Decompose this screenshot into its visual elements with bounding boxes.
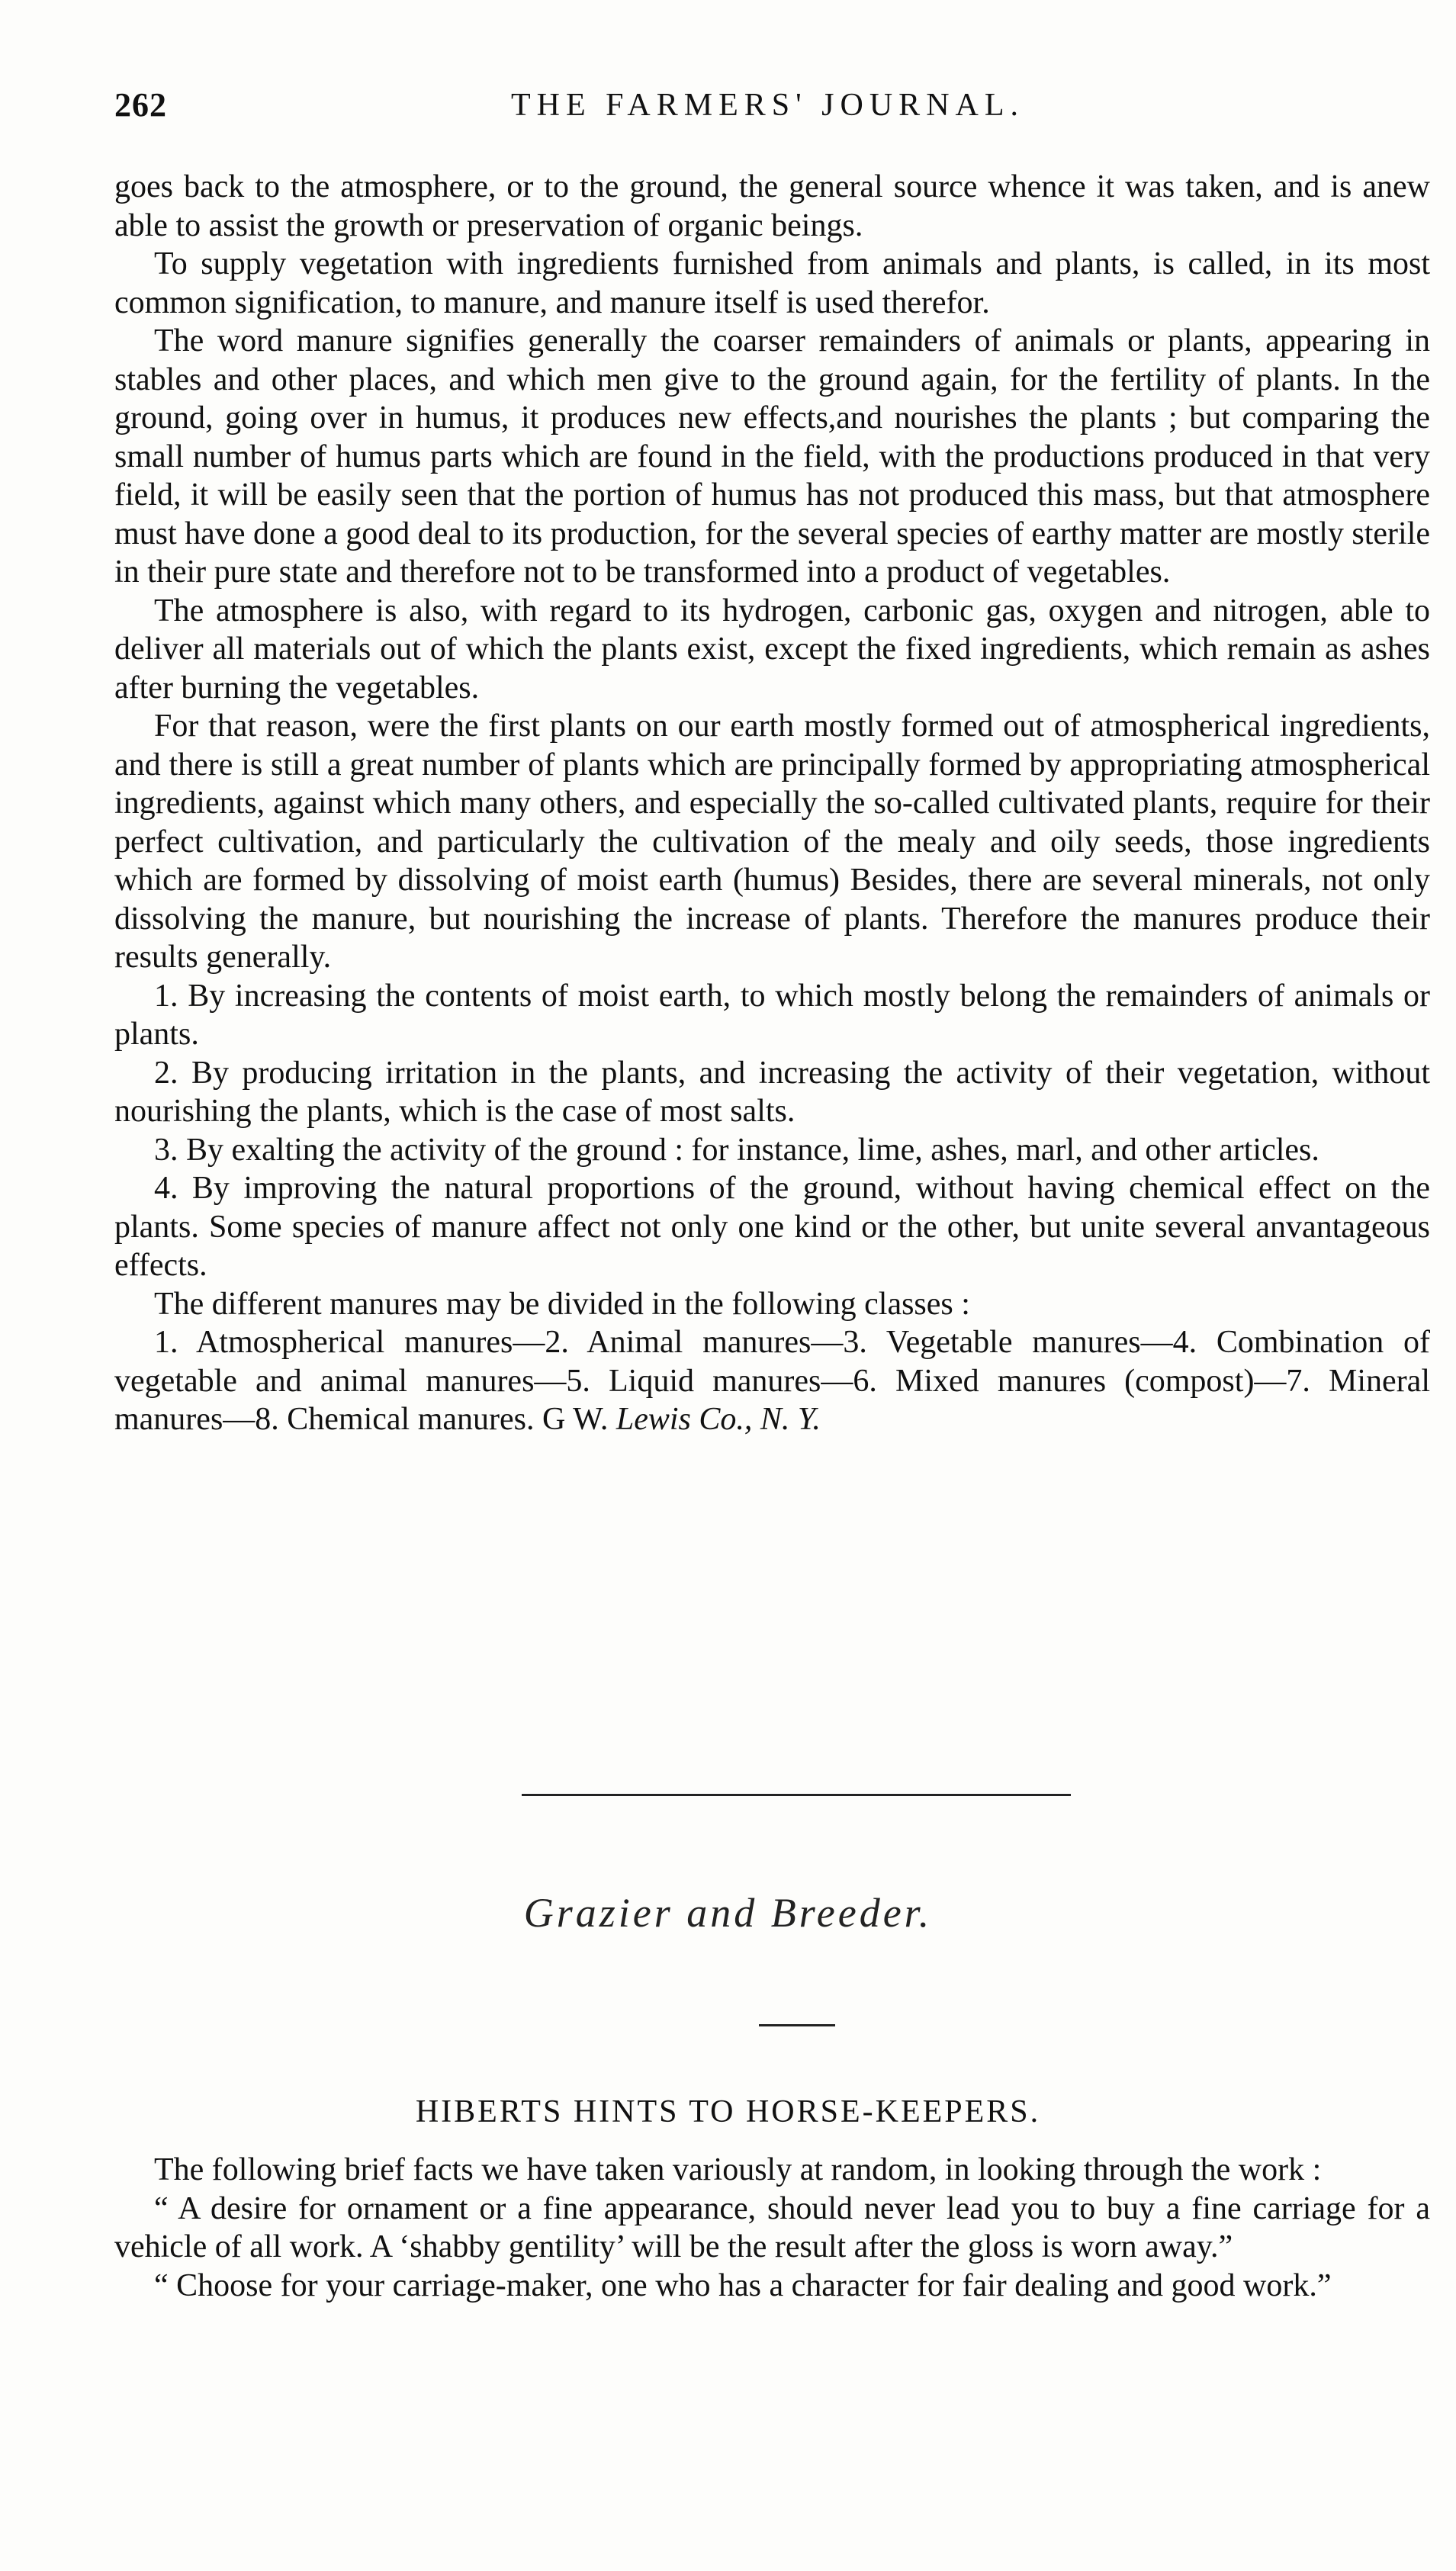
section-divider (522, 1794, 1071, 1796)
list-item-1: 1. By increasing the contents of moist earth, to which mostly belong the remainders of animals or plants. (114, 978, 1430, 1052)
manure-article-body (114, 168, 1430, 1439)
list-item-3: 3. By exalting the activity of the ground : for instance, lime, ashes, marl, and other articles. (154, 1132, 1319, 1168)
paragraph-manure-definition: To supply vegetation with ingredients furnished from animals and plants, is called, in its most common signification, to manure, and manure itself is used therefor. (114, 246, 1430, 320)
list-item-4: 4. By improving the natural proportions of the ground, without having chemical effect on the plants. Some species of manure affect not only one kind or the other, but unite several anvantageous effects. (114, 1171, 1430, 1283)
running-head (114, 85, 1426, 139)
article-title: HIBERTS HINTS TO HORSE-KEEPERS. (415, 2094, 1041, 2129)
paragraph-manure-word: The word manure signifies generally the coarser remainders of animals or plants, appearing in stables and other places, and which men give to the ground again, for the fertility of plants. In the ground, going over in humus, it produces new effects,and nourishes the plants ; but comparing the small number of humus parts which are found in the field, with the productions produced in that very field, it will be easily seen that the portion of humus has not produced this mass, but that atmosphere must have done a good deal to its production, for the several species of earthy matter are mostly sterile in their pure state and therefore not to be transformed into a product of vegetables. (114, 323, 1430, 590)
paragraph-first-plants: For that reason, were the first plants on our earth mostly formed out of atmospherical ingredients, and there is still a great number of plants which are principally formed by appropriating atmospherical ingredients, against which many others, and especially the so-called cultivated plants, require for their perfect cultivation, and particularly the cultivation of the mealy and oily seeds, those ingredients which are formed by dissolving of moist earth (humus) Besides, there are several minerals, not only dissolving the manure, but nourishing the increase of plants. Therefore the manures produce their results generally. (114, 709, 1430, 975)
horse-keepers-article-body (114, 2151, 1430, 2305)
journal-title: THE FARMERS' JOURNAL. (511, 88, 1025, 123)
paragraph-continuation: goes back to the atmosphere, or to the ground, the general source whence it was taken, and is anew able to assist the growth or preservation of organic beings. (114, 169, 1430, 243)
article-paragraph: “ Choose for your carriage-maker, one who has a character for fair dealing and good work.” (154, 2267, 1332, 2303)
page-number: 262 (114, 86, 167, 124)
article-paragraph: “ A desire for ornament or a fine appearance, should never lead you to buy a fine carriage for a vehicle of all work. A ‘shabby gentility’ will be the result after the gloss is worn away.” (114, 2190, 1430, 2264)
article-paragraph: The following brief facts we have taken variously at random, in looking through the work : (154, 2152, 1322, 2187)
paragraph-atmosphere: The atmosphere is also, with regard to its hydrogen, carbonic gas, oxygen and nitrogen, able to deliver all materials out of which the plants exist, except the fixed ingredients, which remain as ashes after burning the vegetables. (114, 593, 1430, 705)
paragraph-classes-intro: The different manures may be divided in the following classes : (154, 1286, 970, 1322)
short-divider (759, 2024, 835, 2026)
classes-text: 1. Atmospherical manures—2. Animal manures—3. Vegetable manures—4. Combination of vegetable and animal manures—5. Liquid manures—6. Mixed manures (compost)—7. Mineral manures—8. Chemical manures. G W. (114, 1325, 1430, 1437)
paragraph-classes-list (114, 1323, 1430, 1439)
signature: Lewis Co., N. Y. (616, 1402, 821, 1437)
section-title: Grazier and Breeder. (523, 1890, 933, 1936)
list-item-2: 2. By producing irritation in the plants, and increasing the activity of their vegetation, without nourishing the plants, which is the case of most salts. (114, 1055, 1430, 1129)
